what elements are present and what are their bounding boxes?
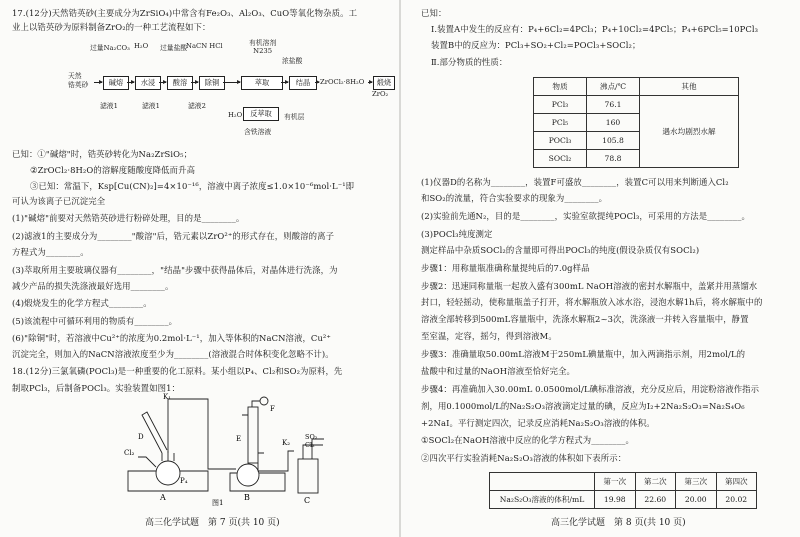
right-page (401, 0, 800, 537)
flow-reagent-3: 过量盐酸 (160, 44, 188, 52)
flow-product-2: ZrO₂ (372, 90, 389, 98)
known-line-1: Ⅰ.装置A中发生的反应有：P₄+6Cl₂=4PCl₃；P₄+10Cl₂=4PCl₅；P₄+6PCl₅=10PCl₃ (431, 24, 759, 34)
flow-reagent-4: NaCN HCl (186, 42, 223, 50)
prop-header-other: 其他 (640, 78, 739, 96)
flow-arrow (94, 82, 102, 83)
step-3b: 盐酸中和过量的NaOH溶液至恰好完全。 (421, 366, 576, 376)
apparatus-figure (100, 393, 330, 509)
known-line-2: 装置B中的反应为：PCl₃+SO₂+Cl₂=POCl₃+SOCl₂； (431, 40, 641, 50)
properties-table (533, 77, 739, 168)
step-2a: 步骤2：迅速同称量瓶一起放入盛有300mL NaOH溶液的密封水解瓶中，盖紧并用蒸馏水 (421, 281, 758, 291)
flask-b (237, 464, 259, 486)
flow-step-extraction: 萃取 (241, 76, 283, 90)
label-d: D (138, 433, 144, 441)
q18-3: (3)POCl₃纯度测定 (421, 229, 493, 239)
footer-page-7: 高三化学试题 第 7 页(共 10 页) (145, 518, 280, 528)
prop-other-note: 遇水均剧烈水解 (640, 96, 739, 168)
label-a: A (160, 493, 166, 502)
prop-cell: SOCl₂ (534, 150, 587, 168)
left-page (0, 0, 399, 537)
q17-6: (6)"除铜"时，若溶液中Cu²⁺的浓度为0.2mol·L⁻¹，加入等体积的NaCN溶液，Cu²⁺ (12, 333, 331, 343)
known-1: 已知：①"碱熔"时，锆英砂转化为Na₂ZrSiO₅； (12, 149, 193, 159)
prop-header-bp: 沸点/℃ (587, 78, 640, 96)
flow-back-h2o: H₂O (228, 111, 243, 119)
flow-step-acid-dissolve: 酸溶 (167, 76, 193, 90)
q17-3b: 减少产品的损失洗涤液最好选用________。 (12, 281, 174, 291)
vol-header-1: 第一次 (595, 473, 636, 491)
vol-header-3: 第三次 (676, 473, 717, 491)
flow-step-copper-removal: 除铜 (199, 76, 225, 90)
prop-cell: POCl₃ (534, 132, 587, 150)
flow-step-water-leach: 水浸 (135, 76, 161, 90)
q17-2: (2)滤液1的主要成分为________"酸溶"后，锆元素以ZrO²⁺的形式存在，则酸溶的离子 (12, 231, 335, 241)
flow-product-1: ZrOCl₂·8H₂O (320, 78, 365, 86)
vol-value: 22.60 (635, 491, 676, 509)
flow-step-alkali-melt: 碱熔 (103, 76, 129, 90)
step-4a: 步骤4：再准确加入30.00mL 0.0500mol/L碘标准溶液，充分反应后，用淀粉溶液作指示 (421, 384, 760, 394)
condenser-d (142, 412, 167, 453)
flow-iron-solution: 含铁溶液 (244, 128, 272, 136)
step-2d: 至室温，定容，摇匀，得到溶液M。 (421, 331, 557, 341)
step-3a: 步骤3：准确量取50.00mL溶液M于250mL碘量瓶中，加入两滴指示剂，用2mol/L的 (421, 349, 746, 359)
label-e: E (236, 435, 242, 443)
known-line-3: Ⅱ.部分物质的性质： (431, 57, 508, 67)
q17-6b: 沉淀完全，则加入的NaCN溶液浓度至少为________(溶液混合时体积变化忽略不计)。 (12, 349, 334, 359)
flow-reagent-2: H₂O (134, 42, 149, 50)
q17-line-1: 17.(12分)天然锆英砂(主要成分为ZrSiO₄)中常含有Fe₂O₃、Al₂O₃、CuO等氧化物杂质。工 (12, 8, 358, 18)
q18-line-2: 制取PCl₃，后制备POCl₃。实验装置如图1： (12, 383, 181, 393)
footer-page-8: 高三化学试题 第 8 页(共 10 页) (551, 518, 686, 528)
drying-tube-f (260, 397, 268, 405)
q18-1b: 和SO₂的流量，符合实验要求的现象为________。 (421, 193, 608, 203)
volume-table (489, 472, 757, 509)
flow-step-calcine: 煅烧 (373, 76, 395, 90)
label-so2: SO₂ (305, 433, 318, 441)
q17-2b: 方程式为________。 (12, 247, 89, 257)
flow-reagent-1: 过量Na₂CO₃ (90, 44, 130, 52)
figure-caption: 图1 (212, 499, 224, 507)
prop-header-substance: 物质 (534, 78, 587, 96)
q18-line-1: 18.(12分)三氯氧磷(POCl₃)是一种重要的化工原料。某小组以P₄、Cl₂和SO₂为原料，先 (12, 366, 343, 376)
vol-header-2: 第二次 (635, 473, 676, 491)
flow-arrow (159, 82, 166, 83)
flow-filtrate-2: 滤液1 (142, 102, 160, 110)
label-p4: P₄ (180, 477, 188, 485)
q17-line-2: 业上以锆英砂为原料制备ZrO₂的一种工艺流程如下： (12, 22, 211, 32)
sub-q-2: ②四次平行实验消耗Na₂S₂O₃溶液的体积如下表所示： (421, 453, 627, 463)
flask-a (156, 461, 180, 485)
known-2: ②ZrOCl₂·8H₂O的溶解度随酸度降低而升高 (30, 165, 196, 175)
vol-value: 20.00 (676, 491, 717, 509)
q17-1: (1)"碱熔"前要对天然锆英砂进行粉碎处理，目的是________。 (12, 213, 245, 223)
flow-arrow (127, 82, 134, 83)
prop-cell: PCl₅ (534, 114, 587, 132)
prop-cell: 105.8 (587, 132, 640, 150)
vol-row-label: Na₂S₂O₃溶液的体积/mL (490, 491, 595, 509)
flow-arrow (191, 82, 198, 83)
step-1: 步骤1：用称量瓶准确称量提纯后的7.0g样品 (421, 263, 590, 273)
flow-arrow (223, 82, 240, 83)
delivery-tube (168, 399, 208, 453)
bottle-c (298, 459, 318, 493)
q18-2: (2)实验前先通N₂，目的是________，实验室欲提纯POCl₃，可采用的方法是________。 (421, 211, 750, 221)
sub-q-1: ①SOCl₂在NaOH溶液中反应的化学方程式为________。 (421, 435, 634, 445)
flow-filtrate-1: 滤液1 (100, 102, 118, 110)
q18-3-intro: 测定样品中杂质SOCl₂的含量即可得出POCl₃的纯度(假设杂质仅有SOCl₂) (421, 245, 700, 255)
known-3: ③已知：常温下，Ksp[Cu(CN)₂]=4×10⁻¹⁶，溶液中离子浓度≤1.0×10⁻⁶mol·L⁻¹即 (30, 181, 355, 191)
step-2c: 溶液全部转移到500mL容量瓶中，洗涤水解瓶2~3次，洗涤液一并转入容量瓶中，静置 (421, 314, 749, 324)
label-cl2-c: Cl₂ (305, 441, 315, 449)
label-c: C (304, 496, 311, 505)
vol-header-blank (490, 473, 595, 491)
flow-step-back-extract: 反萃取 (243, 107, 279, 121)
label-b: B (244, 493, 250, 502)
condenser-e (248, 407, 258, 463)
label-k1: K₁ (163, 393, 172, 401)
vol-value: 20.02 (716, 491, 757, 509)
step-4c: +2NaI。平行测定四次，记录反应消耗Na₂S₂O₃溶液的体积。 (421, 418, 655, 428)
known-title: 已知： (421, 8, 447, 18)
label-cl2-a: Cl₂ (124, 449, 135, 457)
flow-reagent-5: 有机溶剂 N235 (249, 39, 277, 55)
q18-1: (1)仪器D的名称为________，装置F可盛放________，装置C可以用来判断通入Cl₂ (421, 177, 729, 187)
flow-raw: 天然 锆英砂 (68, 72, 89, 89)
q17-4: (4)煅烧发生的化学方程式________。 (12, 298, 152, 308)
flow-step-crystallize: 结晶 (289, 76, 317, 90)
step-4b: 剂，用0.1000mol/L的Na₂S₂O₃溶液滴定过量的碘，反应为I₂+2Na₂S₂O₃=Na₂S₄O₆ (421, 401, 745, 411)
vol-value: 19.98 (595, 491, 636, 509)
prop-cell: PCl₃ (534, 96, 587, 114)
step-2b: 封口，轻轻摇动，使称量瓶盖子打开，将水解瓶放入冰水浴，浸泡水解1h后，将水解瓶中的 (421, 297, 763, 307)
label-k2: K₂ (282, 439, 291, 447)
prop-cell: 76.1 (587, 96, 640, 114)
label-f: F (270, 405, 275, 413)
flow-organic-layer: 有机层 (284, 113, 305, 121)
prop-cell: 78.8 (587, 150, 640, 168)
q17-3: (3)萃取所用主要玻璃仪器有________，"结晶"步骤中获得晶体后，对晶体进行洗涤，为 (12, 265, 338, 275)
known-4: 可认为该离子已沉淀完全 (12, 196, 106, 206)
flow-filtrate-3: 滤液2 (188, 102, 206, 110)
flow-arrow (281, 82, 288, 83)
vol-header-4: 第四次 (716, 473, 757, 491)
q17-5: (5)该流程中可循环利用的物质有________。 (12, 316, 178, 326)
prop-cell: 160 (587, 114, 640, 132)
flow-reagent-6: 浓盐酸 (282, 57, 303, 65)
flow-arrow (315, 82, 319, 83)
flow-arrow (368, 82, 372, 83)
